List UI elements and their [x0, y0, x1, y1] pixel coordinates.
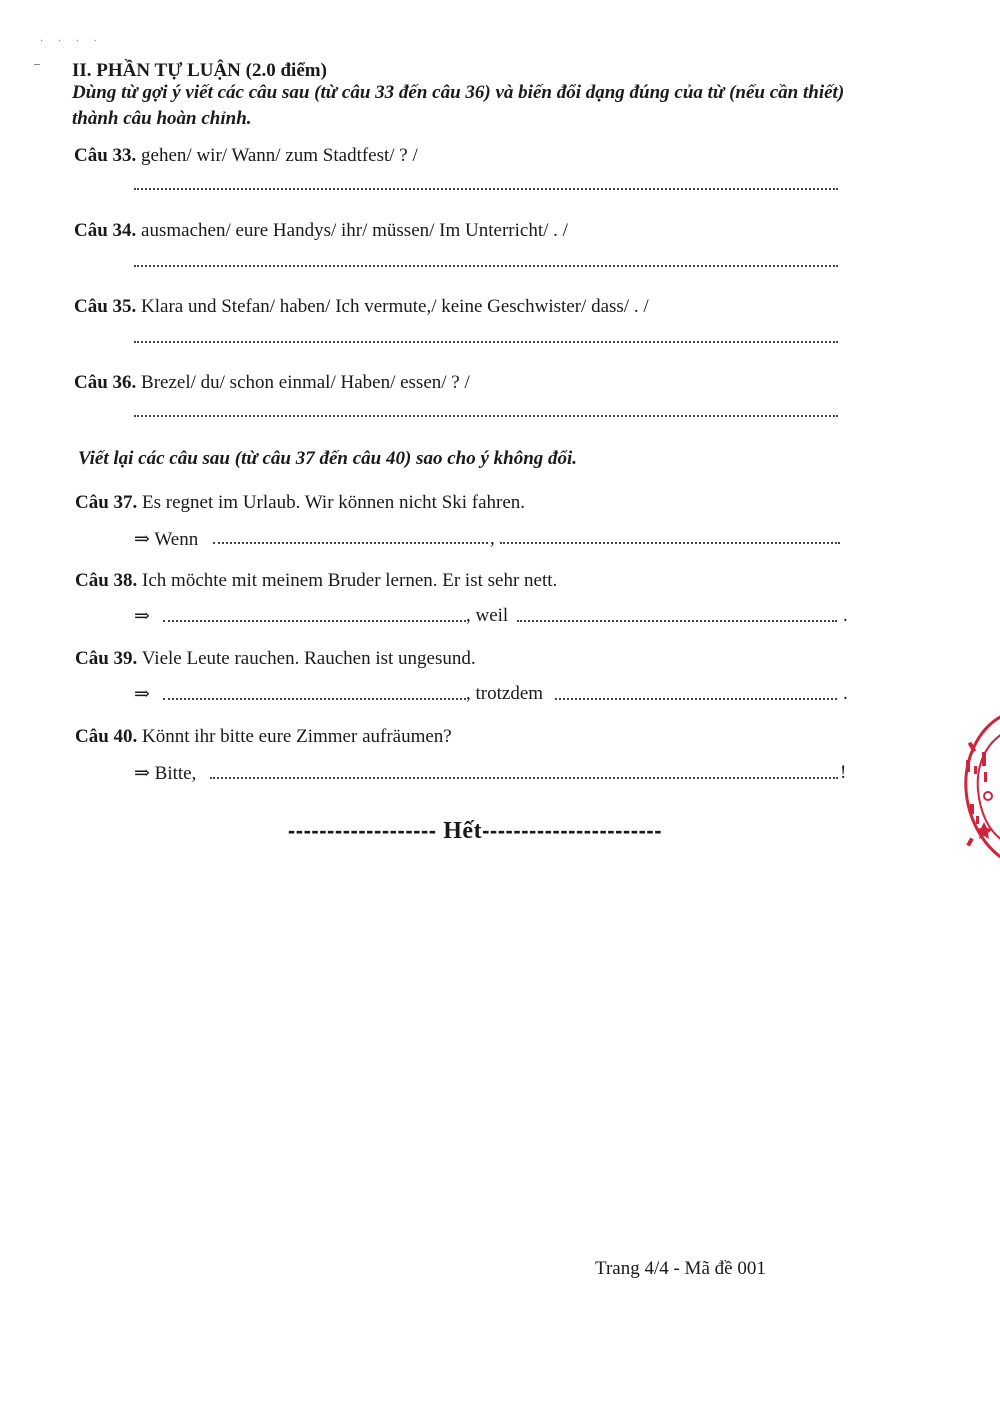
- section-title: II. PHẦN TỰ LUẬN (2.0 điểm): [72, 60, 327, 81]
- question-37: [75, 492, 525, 514]
- scan-specks: · · · ·: [40, 36, 103, 47]
- seal-stamp-fragment: [962, 712, 1000, 862]
- question-35: [74, 296, 649, 318]
- answer-line-35[interactable]: [134, 341, 838, 343]
- answer-comma: ,: [490, 528, 495, 549]
- question-39: [75, 648, 476, 670]
- question-prompt: Es regnet im Urlaub. Wir können nicht Ski fahren.: [142, 492, 526, 513]
- answer-blank-37a[interactable]: [213, 542, 488, 544]
- answer-blank-39b[interactable]: [555, 698, 837, 700]
- question-40: [75, 726, 452, 748]
- question-38: [75, 570, 557, 592]
- arrow-icon: ⇒: [134, 684, 150, 705]
- question-label: Câu 39.: [75, 648, 138, 669]
- question-prompt: ausmachen/ eure Handys/ ihr/ müssen/ Im Unterricht/ . /: [141, 220, 568, 241]
- arrow-icon: ⇒: [134, 763, 150, 784]
- page-footer: Trang 4/4 - Mã đề 001: [595, 1258, 766, 1279]
- end-dashes-left: -------------------: [287, 818, 437, 843]
- end-marker: [0, 818, 950, 845]
- answer-end: .: [843, 605, 848, 626]
- question-label: Câu 40.: [75, 726, 138, 747]
- arrow-icon: ⇒: [134, 606, 150, 627]
- question-label: Câu 33.: [74, 145, 137, 166]
- question-prompt: Könnt ihr bitte eure Zimmer aufräumen?: [142, 726, 452, 747]
- instruction-line-2: thành câu hoàn chỉnh.: [72, 108, 252, 129]
- question-label: Câu 35.: [74, 296, 137, 317]
- end-word: Hết: [443, 818, 483, 844]
- question-prompt: Viele Leute rauchen. Rauchen ist ungesund.: [141, 648, 476, 669]
- answer-line-33[interactable]: [134, 188, 838, 190]
- answer-connector: , weil: [466, 605, 509, 626]
- answer-blank-38a[interactable]: [163, 620, 466, 622]
- question-label: Câu 36.: [74, 372, 137, 393]
- question-label: Câu 38.: [75, 570, 138, 591]
- answer-prefix: Wenn: [154, 529, 199, 550]
- answer-line-34[interactable]: [134, 265, 838, 267]
- question-34: [74, 220, 568, 242]
- question-prompt: gehen/ wir/ Wann/ zum Stadtfest/ ? /: [141, 145, 418, 166]
- answer-blank-38b[interactable]: [517, 620, 837, 622]
- answer-line-36[interactable]: [134, 415, 838, 417]
- question-prompt: Klara und Stefan/ haben/ Ich vermute,/ keine Geschwister/ dass/ . /: [141, 296, 649, 317]
- instruction-line-1: Dùng từ gợi ý viết các câu sau (từ câu 33 đến câu 36) và biến đổi dạng đúng của từ (nếu cần thiết): [72, 82, 845, 103]
- answer-blank-40[interactable]: [210, 777, 838, 779]
- answer-start-40: [134, 762, 196, 785]
- answer-end: !: [840, 762, 847, 783]
- end-dashes-right: -----------------------: [482, 818, 663, 843]
- question-prompt: Ich möchte mit meinem Bruder lernen. Er ist sehr nett.: [142, 570, 558, 591]
- answer-blank-37b[interactable]: [500, 542, 840, 544]
- question-prompt: Brezel/ du/ schon einmal/ Haben/ essen/ ? /: [141, 372, 470, 393]
- answer-blank-39a[interactable]: [163, 698, 466, 700]
- question-33: [74, 145, 418, 167]
- rewrite-instruction: Viết lại các câu sau (từ câu 37 đến câu 40) sao cho ý không đổi.: [78, 448, 578, 469]
- question-36: [74, 372, 470, 394]
- answer-end: .: [843, 683, 848, 704]
- answer-connector: , trotzdem: [466, 683, 544, 704]
- answer-prefix: Bitte,: [154, 763, 197, 784]
- answer-start-37: [134, 528, 198, 551]
- scan-mark: [34, 64, 40, 65]
- question-label: Câu 37.: [75, 492, 138, 513]
- question-label: Câu 34.: [74, 220, 137, 241]
- arrow-icon: ⇒: [134, 529, 150, 550]
